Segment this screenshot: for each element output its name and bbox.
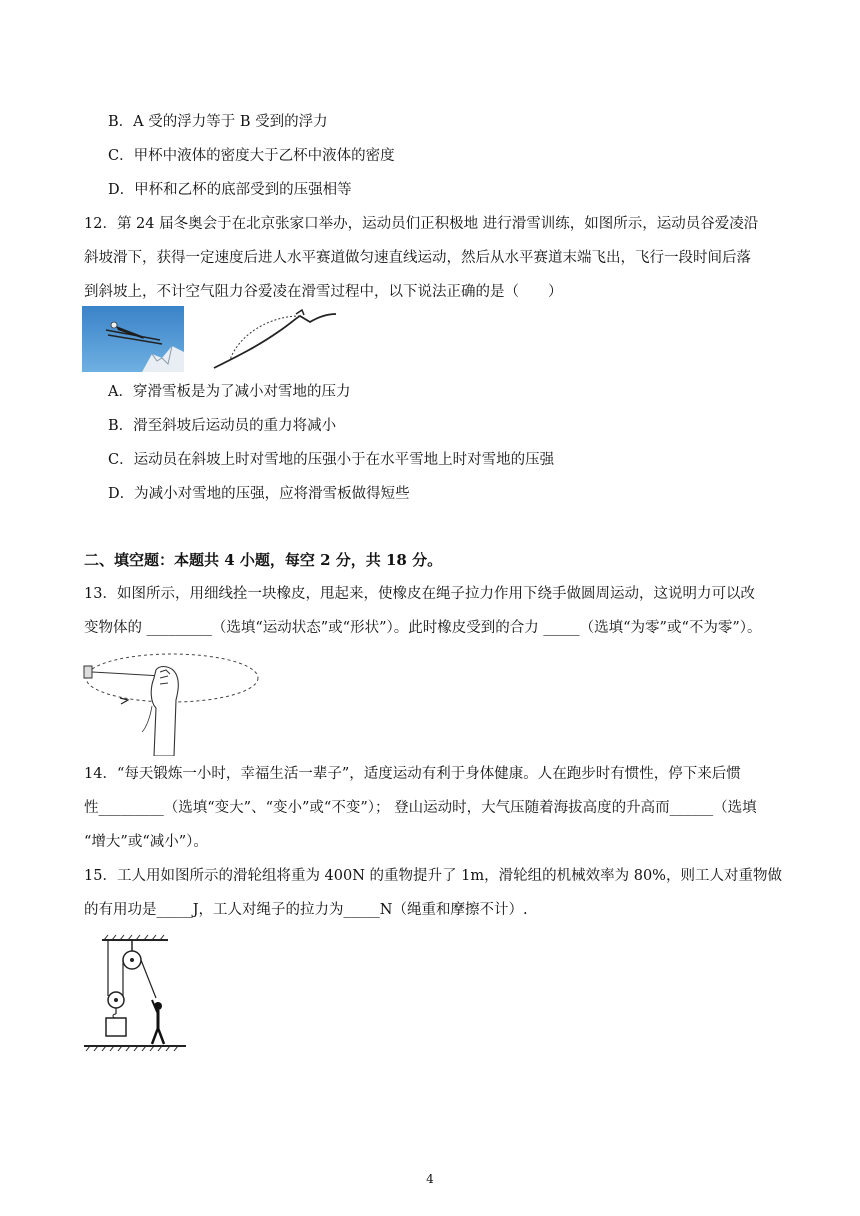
- q13-stem-line-2: 变物体的 _________（选填“运动状态”或“形状”）。此时橡皮受到的合力 _____（选填“为零”或“不为零”）。: [84, 620, 762, 636]
- section-heading: 二、填空题：本题共 4 小题，每空 2 分，共 18 分。: [84, 551, 443, 569]
- q12-option-c: C．运动员在斜坡上时对雪地的压强小于在水平雪地上时对雪地的压强: [108, 452, 555, 468]
- q14-stem-line-3: “增大”或“减小”）。: [84, 834, 208, 850]
- q12-option-a: A．穿滑雪板是为了减小对雪地的压力: [108, 384, 351, 400]
- q14-stem-line-2: 性_________（选填“变大”、“变小”或“不变”）； 登山运动时，大气压随着海拔高度的升高而______（选填: [84, 800, 757, 816]
- q11-option-b: B．A 受的浮力等于 B 受到的浮力: [108, 114, 328, 130]
- pulley-system-figure: [82, 934, 192, 1054]
- q12-option-d: D．为减小对雪地的压强，应将滑雪板做得短些: [108, 486, 410, 502]
- eraser-circular-motion-figure: [80, 648, 268, 756]
- ski-jumper-photo: [82, 306, 184, 372]
- ski-slope-diagram: [208, 306, 340, 372]
- q13-stem-line-1: 13．如图所示，用细线拴一块橡皮，甩起来，使橡皮在绳子拉力作用下绕手做圆周运动，这说明力可以改: [84, 586, 755, 602]
- q15-stem-line-1: 15．工人用如图所示的滑轮组将重为 400N 的重物提升了 1m，滑轮组的机械效率为 80%，则工人对重物做: [84, 868, 782, 884]
- q11-option-c: C．甲杯中液体的密度大于乙杯中液体的密度: [108, 148, 395, 164]
- page-number: 4: [426, 1172, 434, 1186]
- q12-stem-line-2: 斜坡滑下，获得一定速度后进人水平赛道做匀速直线运动，然后从水平赛道末端飞出，飞行一段时间后落: [84, 250, 751, 266]
- q11-option-d: D．甲杯和乙杯的底部受到的压强相等: [108, 182, 352, 198]
- q12-stem-line-3: 到斜坡上，不计空气阻力谷爱凌在滑雪过程中，以下说法正确的是（ ）: [84, 284, 563, 300]
- q12-option-b: B．滑至斜坡后运动员的重力将减小: [108, 418, 337, 434]
- q12-stem-line-1: 12．第 24 届冬奥会于在北京张家口举办，运动员们正积极地 进行滑雪训练，如图所示，运动员谷爱凌沿: [84, 216, 759, 232]
- q14-stem-line-1: 14．“每天锻炼一小时，幸福生活一辈子”，适度运动有利于身体健康。人在跑步时有惯性，停下来后惯: [84, 766, 741, 782]
- q15-stem-line-2: 的有用功是_____J，工人对绳子的拉力为_____N（绳重和摩擦不计）.: [84, 902, 528, 918]
